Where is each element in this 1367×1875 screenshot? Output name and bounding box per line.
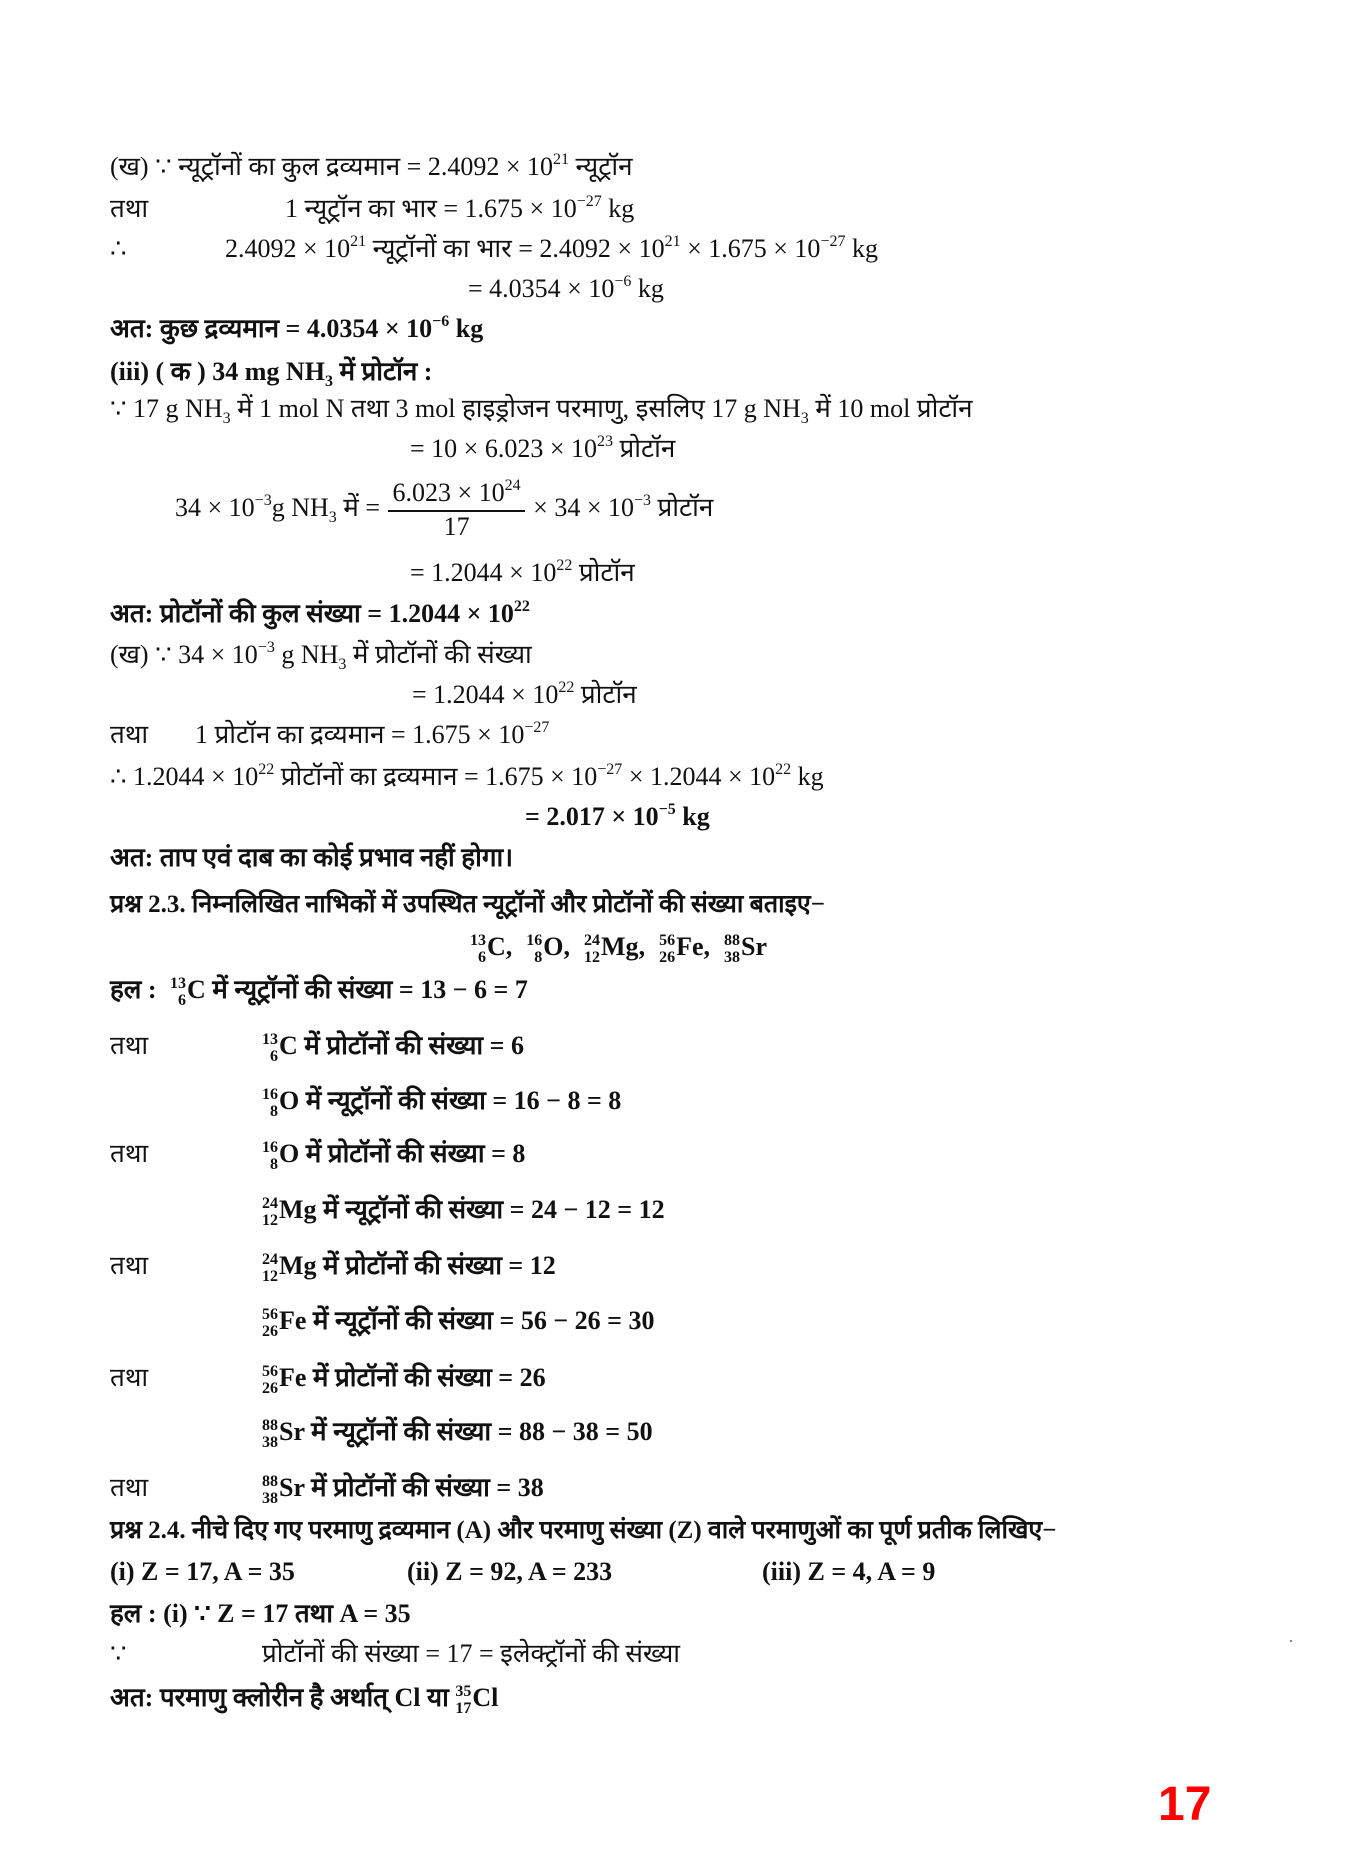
atomic-number: 6 xyxy=(270,1048,278,1066)
text: kg xyxy=(675,802,710,831)
subscript: 3 xyxy=(222,410,231,427)
part-iii-b-line-2 xyxy=(412,680,637,710)
label: तथा xyxy=(110,194,149,223)
q23-solution-row xyxy=(262,1244,556,1288)
q23-solution-row xyxy=(262,1132,525,1176)
text: × 1.2044 × 10 xyxy=(622,762,776,791)
q24-solution-line-2-label: ∵ xyxy=(110,1639,127,1668)
therefore-symbol xyxy=(110,234,127,264)
part-iii-a-line-2 xyxy=(410,434,675,464)
row-text: में न्यूट्रॉनों की संख्या = 56 − 26 = 30 xyxy=(306,1306,655,1335)
subscript: 3 xyxy=(328,508,337,526)
label: (ख) ∵ xyxy=(110,152,172,181)
mass-number: 16 xyxy=(262,1139,278,1157)
isotope-notation xyxy=(262,1031,278,1065)
text: अत: कुछ द्रव्यमान = 4.0354 × 10 xyxy=(110,314,433,343)
text: अत: परमाणु क्लोरीन है अर्थात् Cl या xyxy=(110,1683,456,1712)
part-iii-b-line-4 xyxy=(110,762,824,792)
row-text: में न्यूट्रॉनों की संख्या = 13 − 6 = 7 xyxy=(205,975,528,1004)
text: में = xyxy=(336,492,380,522)
row-text: में प्रोटॉनों की संख्या = 38 xyxy=(304,1473,544,1502)
text: g NH xyxy=(271,492,329,522)
part-iii-a-line-3 xyxy=(175,478,713,542)
isotope-notation xyxy=(262,1195,278,1229)
isotope-item xyxy=(470,932,513,967)
row-label: तथा xyxy=(110,1139,149,1168)
q23-solution-row xyxy=(170,968,528,1012)
isotope-notation xyxy=(262,1251,278,1285)
mass-number: 24 xyxy=(584,932,601,950)
part-iii-a-result xyxy=(110,599,530,629)
text: = 2.017 × 10 xyxy=(525,802,659,831)
exponent: 21 xyxy=(553,151,570,168)
atomic-number: 8 xyxy=(270,1156,278,1174)
q23-solution-row xyxy=(262,1299,654,1343)
row-text: में न्यूट्रॉनों की संख्या = 24 − 12 = 12 xyxy=(316,1195,665,1224)
separator: , xyxy=(638,932,646,961)
isotope-notation xyxy=(262,1086,278,1120)
mass-number: 24 xyxy=(262,1251,278,1269)
row-text: में प्रोटॉनों की संख्या = 12 xyxy=(316,1251,556,1280)
text: में 1 mol N तथा 3 mol हाइड्रोजन परमाणु, इसलिए 17 g NH xyxy=(230,394,801,423)
part-iii-a-heading xyxy=(110,357,433,390)
atomic-number: 17 xyxy=(455,1700,472,1718)
isotope-list xyxy=(470,925,781,969)
text: प्रोटॉन xyxy=(613,434,676,463)
element-symbol: Cl xyxy=(472,1683,499,1712)
isotope-notation xyxy=(455,1683,471,1717)
row-text: में प्रोटॉनों की संख्या = 26 xyxy=(306,1363,546,1392)
separator: , xyxy=(505,932,513,961)
subscript: 3 xyxy=(338,656,347,673)
text: प्रोटॉन xyxy=(651,492,714,522)
exponent: 22 xyxy=(556,557,573,574)
isotope-notation xyxy=(262,1363,278,1397)
element-symbol: O xyxy=(279,1139,300,1168)
element-symbol: Sr xyxy=(279,1473,305,1502)
isotope-notation xyxy=(262,1306,278,1340)
q24-solution-line-1: हल : (i) ∵ Z = 17 तथा A = 35 xyxy=(110,1599,411,1628)
row-text: में प्रोटॉनों की संख्या = 8 xyxy=(299,1139,526,1168)
mass-number: 56 xyxy=(659,932,676,950)
exponent: −6 xyxy=(614,273,632,290)
element-symbol: Mg xyxy=(279,1251,317,1280)
mass-number: 13 xyxy=(470,932,486,950)
text: (ख) ∵ 34 × 10 xyxy=(110,640,258,669)
part-iii-b-conclusion: अत: ताप एवं दाब का कोई प्रभाव नहीं होगा। xyxy=(110,843,514,872)
atomic-number: 38 xyxy=(262,1490,278,1508)
row-label: तथा xyxy=(110,1251,149,1280)
text: 1 न्यूट्रॉन का भार = 1.675 × 10 xyxy=(285,194,577,223)
isotope-item xyxy=(584,932,646,967)
isotope-notation xyxy=(262,1417,278,1451)
atomic-number: 12 xyxy=(262,1212,278,1230)
q23-solution-row xyxy=(262,1188,665,1232)
element-symbol: Fe xyxy=(676,932,704,961)
atomic-number: 6 xyxy=(178,992,186,1010)
question-2-4: प्रश्न 2.4. नीचे दिए गए परमाणु द्रव्यमान (A) और परमाणु संख्या (Z) वाले परमाणुओं का पूर्ण प्रतीक लिखिए− xyxy=(110,1517,1057,1544)
mass-number: 56 xyxy=(262,1306,278,1324)
text: में 10 mol प्रोटॉन xyxy=(808,394,973,423)
text: 6.023 × 10 xyxy=(392,478,505,507)
text: × 34 × 10 xyxy=(533,492,634,522)
mass-number: 88 xyxy=(723,932,740,950)
isotope-notation xyxy=(659,932,675,966)
q24-solution-line-3 xyxy=(110,1676,498,1720)
row-label: तथा xyxy=(110,1031,149,1060)
isotope-notation xyxy=(724,932,740,966)
text: kg xyxy=(601,194,635,223)
part-iii-a-line-4 xyxy=(410,558,635,588)
text: प्रोटॉनों का द्रव्यमान = 1.675 × 10 xyxy=(274,762,598,791)
element-symbol: O xyxy=(279,1086,300,1115)
fraction xyxy=(388,478,524,542)
element-symbol: Sr xyxy=(740,932,767,961)
text: प्रोटॉन xyxy=(574,680,637,709)
mass-number: 24 xyxy=(262,1195,278,1213)
exponent: 22 xyxy=(775,761,792,778)
text: = 1.2044 × 10 xyxy=(410,558,557,587)
text: अत: प्रोटॉनों की कुल संख्या = 1.2044 × 10 xyxy=(110,599,514,628)
q23-solution-row xyxy=(262,1079,621,1123)
part-iii-b-line-3-label xyxy=(110,720,148,750)
exponent: 22 xyxy=(258,761,275,778)
element-symbol: C xyxy=(279,1031,298,1060)
part-iii-b-line-3 xyxy=(195,720,549,750)
part-b-line-3 xyxy=(225,234,878,264)
element-symbol: Fe xyxy=(279,1306,307,1335)
row-text: में न्यूट्रॉनों की संख्या = 16 − 8 = 8 xyxy=(299,1086,622,1115)
text: kg xyxy=(791,762,824,791)
exponent: −27 xyxy=(597,761,623,778)
exponent: −27 xyxy=(524,719,550,736)
row-label: तथा xyxy=(110,1363,149,1392)
text: × 1.675 × 10 xyxy=(680,234,821,263)
isotope-item xyxy=(659,932,710,967)
element-symbol: Sr xyxy=(279,1417,305,1446)
label: तथा xyxy=(110,720,149,749)
text: न्यूट्रॉनों का भार = 2.4092 × 10 xyxy=(366,234,665,263)
solution-label-q23 xyxy=(110,968,157,1012)
q23-solution-row xyxy=(262,1466,544,1510)
exponent: 22 xyxy=(558,679,575,696)
part-iii-b-line-1 xyxy=(110,639,532,673)
isotope-notation xyxy=(170,975,186,1009)
part-b-line-1 xyxy=(110,152,633,182)
part-iii-a-line-1 xyxy=(110,394,973,427)
subscript: 3 xyxy=(324,373,333,390)
atomic-number: 6 xyxy=(478,949,486,967)
element-symbol: C xyxy=(487,932,506,961)
exponent: −3 xyxy=(257,639,275,656)
text: 34 × 10 xyxy=(175,492,255,522)
exponent: 22 xyxy=(513,598,530,615)
part-iii-b-line-5 xyxy=(525,802,710,832)
scan-speck xyxy=(1290,1640,1292,1642)
isotope-item xyxy=(526,932,571,967)
text: 1 प्रोटॉन का द्रव्यमान = 1.675 × 10 xyxy=(195,720,525,749)
text: 2.4092 × 10 xyxy=(225,234,351,263)
mass-number: 16 xyxy=(526,932,543,950)
element-symbol: Fe xyxy=(279,1363,307,1392)
text: में प्रोटॉनों की संख्या xyxy=(346,640,532,669)
part-b-line-2-eq xyxy=(285,194,634,224)
text: (iii) ( क ) 34 mg NH xyxy=(110,357,325,386)
exponent: 21 xyxy=(664,233,681,250)
atomic-number: 38 xyxy=(723,949,740,967)
exponent: 24 xyxy=(504,477,521,494)
exponent: 23 xyxy=(597,433,613,450)
row-text: में प्रोटॉनों की संख्या = 6 xyxy=(297,1031,524,1060)
exponent: −27 xyxy=(576,193,602,210)
element-symbol: C xyxy=(187,975,206,1004)
text: ∴ 1.2044 × 10 xyxy=(110,762,259,791)
q23-solution-row xyxy=(262,1356,546,1400)
text: kg xyxy=(631,274,664,303)
exponent: −6 xyxy=(432,313,450,330)
exponent: 21 xyxy=(350,233,367,250)
isotope-notation xyxy=(262,1473,278,1507)
isotope-notation xyxy=(470,932,486,966)
q23-solution-row xyxy=(262,1024,524,1068)
text: kg xyxy=(449,314,484,343)
exponent: −27 xyxy=(820,233,846,250)
text: ∵ 17 g NH xyxy=(110,394,223,423)
page-number: 17 xyxy=(1158,1778,1212,1831)
element-symbol: O xyxy=(543,932,564,961)
text: = 10 × 6.023 × 10 xyxy=(410,434,597,463)
mass-number: 13 xyxy=(262,1031,278,1049)
atomic-number: 12 xyxy=(584,949,601,967)
atomic-number: 38 xyxy=(262,1434,278,1452)
text: प्रोटॉन xyxy=(572,558,635,587)
element-symbol: Mg xyxy=(601,932,639,961)
q24-solution-line-2: प्रोटॉनों की संख्या = 17 = इलेक्ट्रॉनों की संख्या xyxy=(262,1639,681,1668)
fraction-denominator: 17 xyxy=(443,512,470,541)
part-b-line-2 xyxy=(110,194,148,224)
text: में प्रोटॉन : xyxy=(332,357,433,386)
atomic-number: 26 xyxy=(262,1323,278,1341)
label: हल : xyxy=(110,975,157,1004)
row-text: में न्यूट्रॉनों की संख्या = 88 − 38 = 50 xyxy=(304,1417,653,1446)
separator: , xyxy=(563,932,571,961)
q24-option-1: (i) Z = 17, A = 35 xyxy=(110,1557,295,1586)
label: ∴ xyxy=(110,234,127,263)
part-b-line-4 xyxy=(468,274,664,304)
separator: , xyxy=(703,932,710,961)
exponent: −5 xyxy=(658,801,676,818)
q23-solution-row xyxy=(262,1410,653,1454)
text: न्यूट्रॉनों का कुल द्रव्यमान = 2.4092 × 10 xyxy=(178,152,554,181)
part-b-result xyxy=(110,314,483,344)
exponent: −3 xyxy=(633,491,652,509)
atomic-number: 8 xyxy=(534,949,543,967)
atomic-number: 26 xyxy=(659,949,676,967)
element-symbol: Mg xyxy=(279,1195,317,1224)
q24-option-3: (iii) Z = 4, A = 9 xyxy=(762,1557,936,1586)
fraction-numerator xyxy=(388,478,524,512)
atomic-number: 8 xyxy=(270,1103,278,1121)
atomic-number: 26 xyxy=(262,1380,278,1398)
mass-number: 16 xyxy=(262,1086,278,1104)
subscript: 3 xyxy=(800,410,809,427)
mass-number: 88 xyxy=(262,1473,278,1491)
isotope-item xyxy=(723,932,767,967)
mass-number: 88 xyxy=(262,1417,278,1435)
text: g NH xyxy=(274,640,339,669)
mass-number: 35 xyxy=(455,1683,472,1701)
mass-number: 13 xyxy=(170,975,186,993)
text: न्यूट्रॉन xyxy=(569,152,633,181)
question-2-3: प्रश्न 2.3. निम्नलिखित नाभिकों में उपस्थित न्यूट्रॉनों और प्रोटॉनों की संख्या बताइए− xyxy=(110,891,825,918)
isotope-notation xyxy=(526,932,542,966)
row-label: तथा xyxy=(110,1473,149,1502)
exponent: −3 xyxy=(254,491,272,509)
text: kg xyxy=(845,234,878,263)
q24-option-2: (ii) Z = 92, A = 233 xyxy=(407,1557,613,1586)
text: = 1.2044 × 10 xyxy=(412,680,559,709)
mass-number: 56 xyxy=(262,1363,278,1381)
isotope-notation xyxy=(262,1139,278,1173)
text: = 4.0354 × 10 xyxy=(468,274,615,303)
isotope-notation xyxy=(584,932,600,966)
atomic-number: 12 xyxy=(262,1268,278,1286)
